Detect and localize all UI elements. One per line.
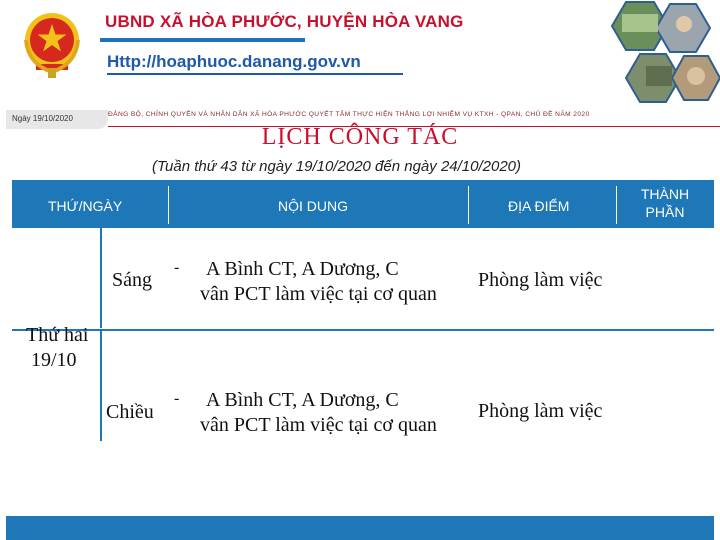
column-header-content: NỘI DUNG — [278, 198, 348, 214]
header-url-link[interactable]: Http://hoaphuoc.danang.gov.vn — [107, 52, 361, 71]
url-underline — [107, 73, 403, 75]
page-subtitle: (Tuần thứ 43 từ ngày 19/10/2020 đến ngày 24/10/2020) — [152, 158, 522, 175]
session-morning: Sáng — [112, 269, 152, 291]
hexagon-photo-collage — [596, 0, 720, 104]
header-divider — [100, 38, 305, 42]
column-header-participants-line1: THÀNH — [640, 186, 690, 202]
content-morning-line1: A Bình CT, A Dương, C — [206, 258, 399, 280]
grid-line — [100, 331, 102, 441]
place-morning: Phòng làm việc — [478, 269, 603, 291]
column-header-day: THỨ/NGÀY — [48, 198, 123, 214]
content-afternoon-line2: vân PCT làm việc tại cơ quan — [200, 414, 437, 436]
national-emblem-icon — [22, 6, 82, 82]
content-afternoon-line1: A Bình CT, A Dương, C — [206, 389, 399, 411]
ticker-marquee: ĐẢNG BỘ, CHÍNH QUYỀN VÀ NHÂN DÂN XÃ HÒA PHƯỚC QUYẾT TÂM THỰC HIỆN THẮNG LỢI NHIỆM VỤ KTXH - QPAN, CHỦ ĐỀ NĂM 2020 — [108, 111, 590, 118]
grid-line — [100, 228, 102, 328]
header-separator — [616, 186, 617, 224]
header-separator — [168, 186, 169, 224]
header-separator — [468, 186, 469, 224]
bullet-dash: - — [174, 259, 180, 276]
day-name: Thứ hai — [26, 324, 89, 346]
place-afternoon: Phòng làm việc — [478, 400, 603, 422]
column-header-place: ĐỊA ĐIỂM — [508, 198, 570, 214]
grid-line — [12, 329, 714, 331]
bullet-dash: - — [174, 390, 180, 407]
ticker-date: Ngày 19/10/2020 — [12, 114, 73, 123]
content-morning-line2: vân PCT làm việc tại cơ quan — [200, 283, 437, 305]
column-header-participants-line2: PHẦN — [645, 204, 685, 220]
page-title: LỊCH CÔNG TÁC — [261, 124, 459, 150]
session-afternoon: Chiều — [106, 401, 154, 423]
header-title: UBND XÃ HÒA PHƯỚC, HUYỆN HÒA VANG — [105, 12, 464, 31]
column-header-participants — [622, 185, 708, 221]
day-date: 19/10 — [31, 349, 77, 371]
footer-bar — [6, 516, 714, 540]
